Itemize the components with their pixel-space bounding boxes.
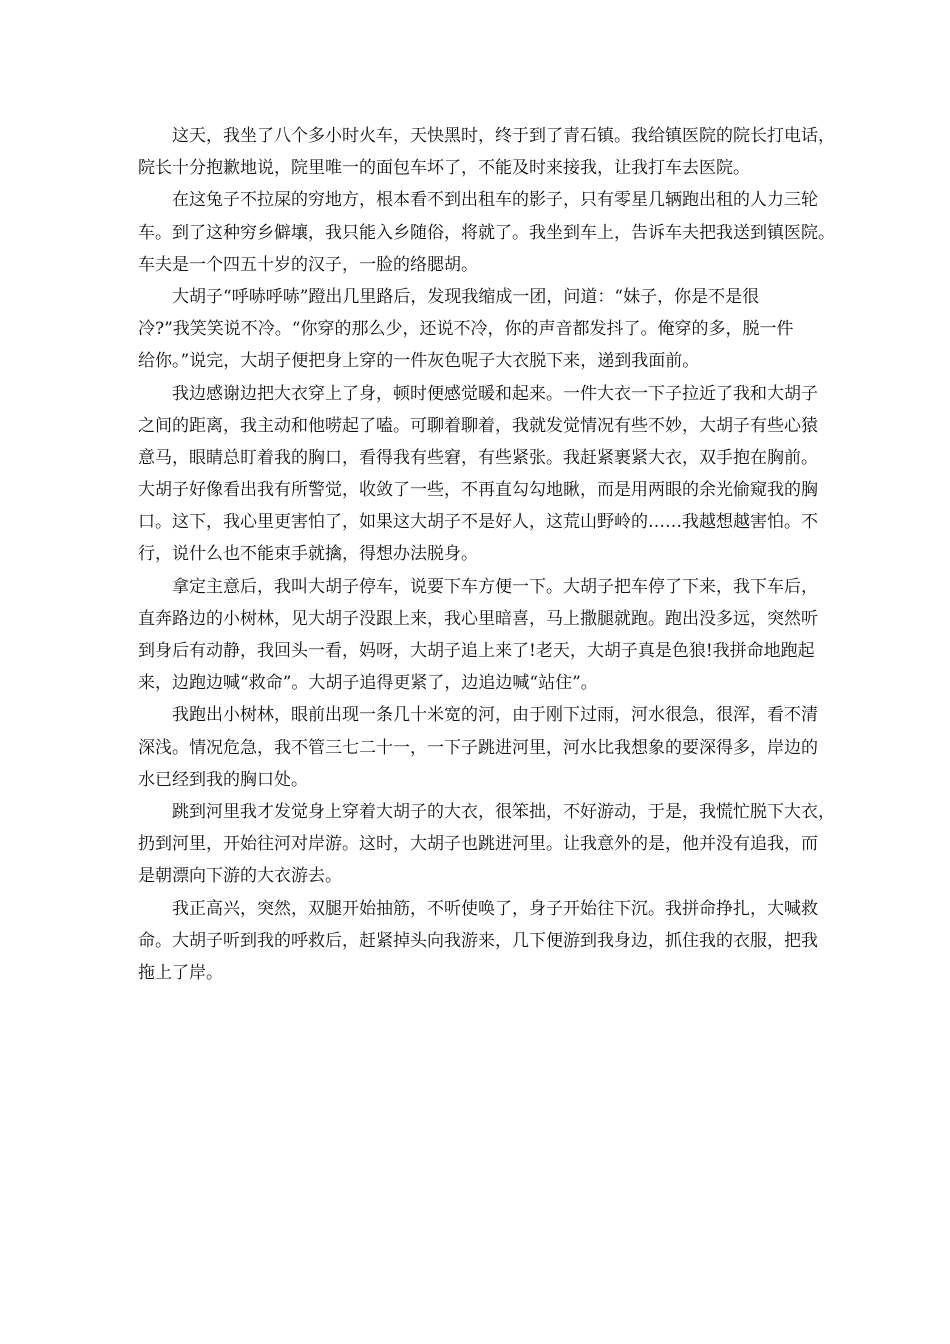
text-line: 大胡子好像看出我有所警觉，收敛了一些，不再直勾勾地瞅，而是用两眼的余光偷窥我的胸 (138, 480, 818, 501)
text-line: 是朝漂向下游的大衣游去。 (138, 866, 342, 887)
text-line: 口。这下，我心里更害怕了，如果这大胡子不是好人，这荒山野岭的……我越想越害怕。不 (138, 512, 818, 533)
story-text (138, 120, 835, 989)
text-line: 之间的距离，我主动和他唠起了嗑。可聊着聊着，我就发觉情况有些不妙，大胡子有些心猿 (138, 415, 818, 436)
text-line: 给你。”说完，大胡子便把身上穿的一件灰色呢子大衣脱下来，递到我面前。 (138, 351, 700, 372)
text-line: 命。大胡子听到我的呼救后，赶紧掉头向我游来，几下便游到我身边，抓住我的衣服，把我 (138, 930, 818, 951)
text-line: 冷?”我笑笑说不冷。“你穿的那么少，还说不冷，你的声音都发抖了。俺穿的多，脱一件 (138, 319, 794, 340)
text-line: 大胡子“呼哧呼哧”蹬出几里路后，发现我缩成一团，问道：“妹子，你是不是很 (172, 286, 760, 307)
text-line: 车。到了这种穷乡僻壤，我只能入乡随俗，将就了。我坐到车上，告诉车夫把我送到镇医院。 (138, 222, 835, 243)
text-line: 扔到河里，开始往河对岸游。这时，大胡子也跳进河里。让我意外的是，他并没有追我，而 (138, 834, 818, 855)
text-line: 我正高兴，突然，双腿开始抽筋，不听使唤了，身子开始往下沉。我拼命挣扎，大喊救 (172, 898, 818, 919)
text-line: 院长十分抱歉地说，院里唯一的面包车坏了，不能及时来接我，让我打车去医院。 (138, 158, 750, 179)
text-line: 行，说什么也不能束手就擒，得想办法脱身。 (138, 544, 478, 565)
text-line: 车夫是一个四五十岁的汉子，一脸的络腮胡。 (138, 254, 478, 275)
text-line: 拿定主意后，我叫大胡子停车，说要下车方便一下。大胡子把车停了下来，我下车后， (172, 576, 818, 597)
text-line: 水已经到我的胸口处。 (138, 769, 308, 790)
text-line: 到身后有动静，我回头一看，妈呀，大胡子追上来了!老天，大胡子真是色狼!我拼命地跑起 (138, 641, 815, 661)
text-line: 意马，眼睛总盯着我的胸口，看得我有些窘，有些紧张。我赶紧裹紧大衣，双手抱在胸前。 (138, 447, 818, 468)
text-line: 拖上了岸。 (138, 962, 223, 983)
text-line: 在这兔子不拉屎的穷地方，根本看不到出租车的影子，只有零星几辆跑出租的人力三轮 (172, 190, 818, 211)
text-line: 这天，我坐了八个多小时火车，天快黑时，终于到了青石镇。我给镇医院的院长打电话， (172, 126, 835, 146)
text-line: 跳到河里我才发觉身上穿着大胡子的大衣，很笨拙，不好游动，于是，我慌忙脱下大衣， (172, 801, 835, 822)
text-line: 深浅。情况危急，我不管三七二十一，一下子跳进河里，河水比我想象的要深得多，岸边的 (138, 737, 818, 758)
text-line: 来，边跑边喊“救命”。大胡子追得更紧了，边追边喊“站住”。 (138, 673, 598, 694)
text-line: 我边感谢边把大衣穿上了身，顿时便感觉暖和起来。一件大衣一下子拉近了我和大胡子 (172, 383, 818, 404)
text-line: 直奔路边的小树林，见大胡子没跟上来，我心里暗喜，马上撒腿就跑。跑出没多远，突然听 (138, 608, 818, 629)
text-line: 我跑出小树林，眼前出现一条几十米宽的河，由于刚下过雨，河水很急，很浑，看不清 (172, 705, 818, 726)
